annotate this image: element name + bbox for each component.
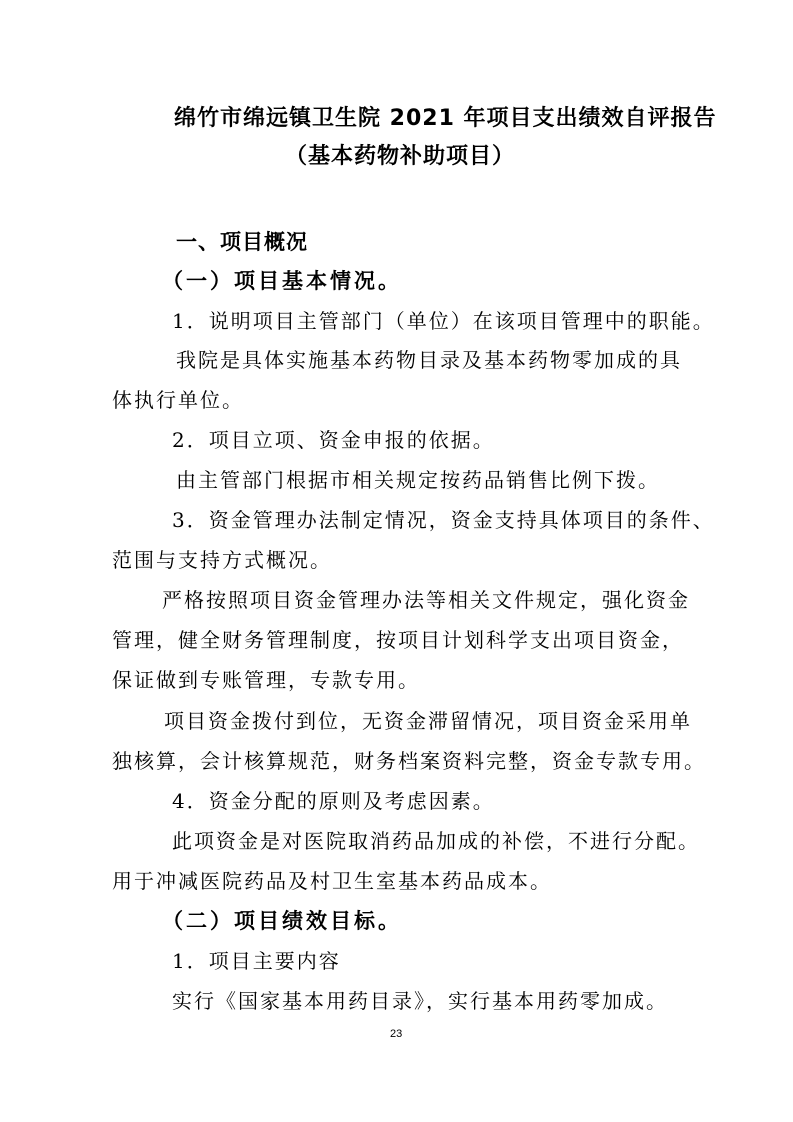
subsection2-heading: （二）项目绩效目标。 bbox=[162, 909, 402, 933]
section1-heading: 一、项目概况 bbox=[176, 230, 308, 254]
item3-body1-line1: 严格按照项目资金管理办法等相关文件规定，强化资金 bbox=[162, 588, 690, 612]
item1-heading: 1．说明项目主管部门（单位）在该项目管理中的职能。 bbox=[172, 309, 715, 333]
item5-body: 实行《国家基本用药目录》，实行基本用药零加成。 bbox=[172, 989, 668, 1013]
page-number: 23 bbox=[390, 1028, 403, 1040]
item3-body1-line2: 管理，健全财务管理制度，按项目计划科学支出项目资金， bbox=[112, 628, 684, 652]
item4-heading: 4．资金分配的原则及考虑因素。 bbox=[172, 789, 495, 813]
item5-heading: 1．项目主要内容 bbox=[172, 949, 341, 973]
report-title-line1: 绵竹市绵远镇卫生院 2021 年项目支出绩效自评报告 bbox=[174, 106, 717, 131]
item3-heading-line1: 3．资金管理办法制定情况，资金支持具体项目的条件、 bbox=[172, 508, 715, 532]
item3-body2-line2: 独核算，会计核算规范，财务档案资料完整，资金专款专用。 bbox=[112, 749, 706, 773]
item2-heading: 2．项目立项、资金申报的依据。 bbox=[172, 428, 495, 452]
report-title-line2: （基本药物补助项目） bbox=[285, 144, 516, 169]
item3-body2-line1: 项目资金拨付到位，无资金滞留情况，项目资金采用单 bbox=[164, 709, 692, 733]
item1-body-line2: 体执行单位。 bbox=[112, 388, 244, 412]
item3-heading-line2: 范围与支持方式概况。 bbox=[112, 548, 332, 572]
item4-body-line2: 用于冲减医院药品及村卫生室基本药品成本。 bbox=[112, 869, 552, 893]
item4-body-line1: 此项资金是对医院取消药品加成的补偿，不进行分配。 bbox=[172, 829, 700, 853]
item3-body1-line3: 保证做到专账管理，专款专用。 bbox=[112, 668, 420, 692]
item2-body: 由主管部门根据市相关规定按药品销售比例下拨。 bbox=[176, 468, 660, 492]
item1-body-line1: 我院是具体实施基本药物目录及基本药物零加成的具 bbox=[176, 348, 682, 372]
subsection1-heading: （一）项目基本情况。 bbox=[162, 269, 402, 293]
